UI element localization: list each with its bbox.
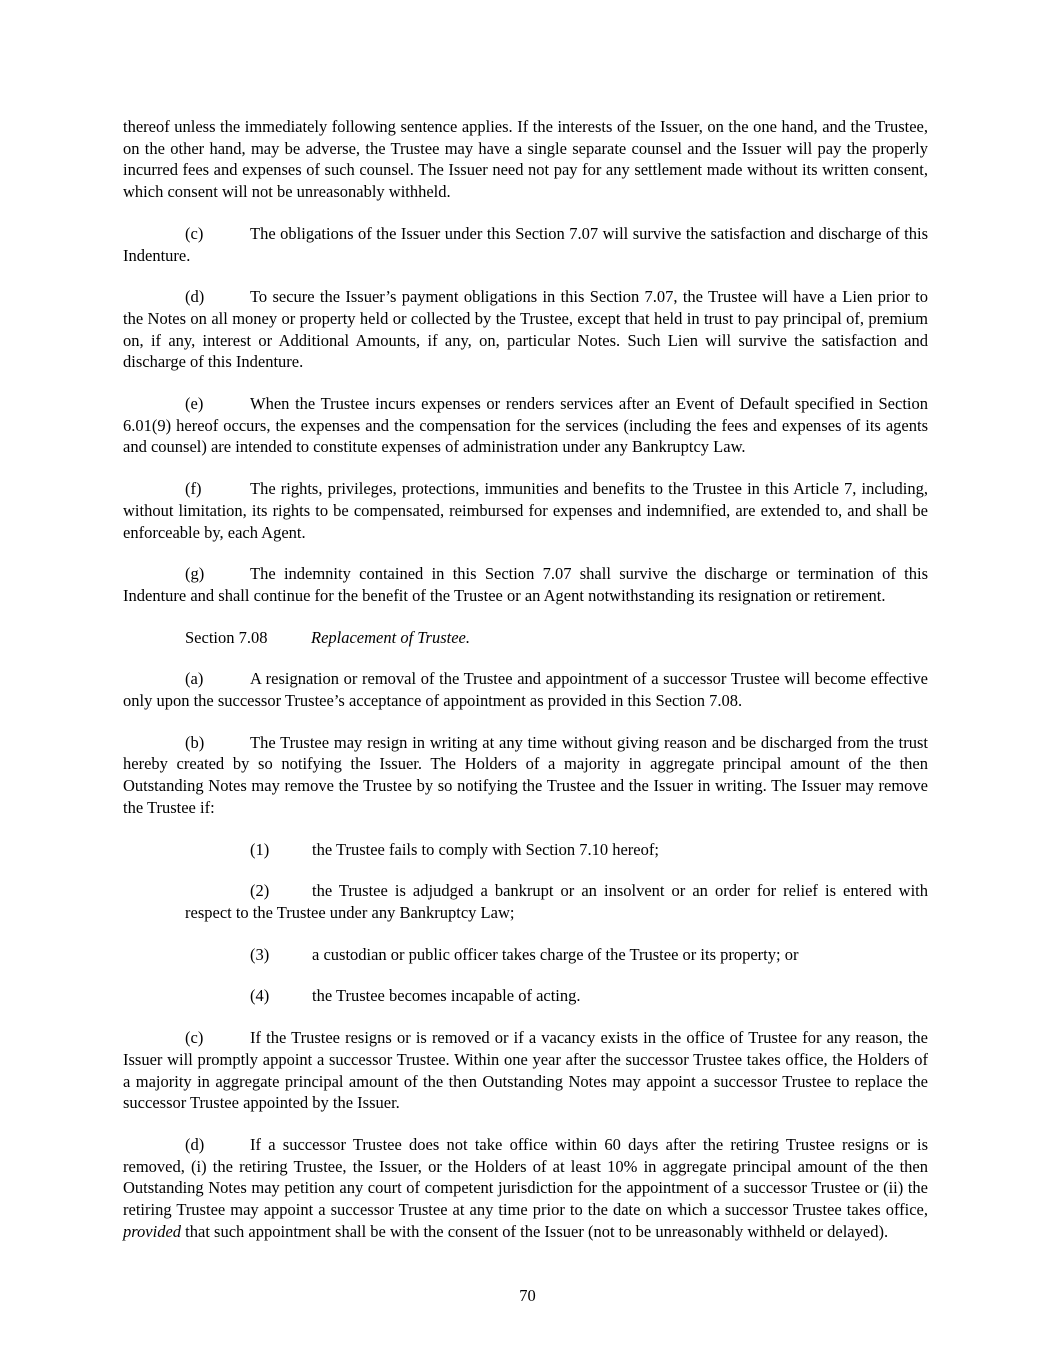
paragraph [123,668,928,711]
paragraph-label: (d) [185,1134,205,1154]
paragraph-text: The rights, privileges, protections, immunities and benefits to the Trustee in this Article 7, including, without limitation, its rights to be compensated, reimbursed for expenses and indemnified, are extended to, and shall be enforceable by, each Agent. [123,479,928,542]
paragraph-label: (2) [250,881,270,901]
paragraph [123,393,928,458]
paragraph-label: (e) [185,394,204,414]
paragraph-label: (1) [250,839,270,859]
paragraph [123,1134,928,1243]
paragraph [123,478,928,543]
paragraph-text: The Trustee may resign in writing at any time without giving reason and be discharged from the trust hereby created by so notifying the Issuer. The Holders of a majority in aggregate principal amount of the then Outstanding Notes may remove the Trustee by so notifying the Trustee and the Issuer in writing. The Issuer may remove the Trustee if: [123,732,928,817]
paragraph-text: The obligations of the Issuer under this Section 7.07 will survive the satisfaction and discharge of this Indenture. [123,223,928,265]
paragraph [185,985,928,1007]
paragraph-text: a custodian or public officer takes charge of the Trustee or its property; or [312,944,799,964]
paragraph [123,732,928,819]
paragraph [123,286,928,373]
paragraph-text: the Trustee fails to comply with Section 7.10 hereof; [312,839,659,859]
paragraph [123,563,928,606]
paragraph-label: (a) [185,669,204,689]
section-number: Section 7.08 [185,627,268,647]
paragraph [123,223,928,266]
page-number: 70 [519,1286,536,1306]
paragraph-text: provided [123,1221,182,1241]
paragraph-label: (g) [185,564,205,584]
paragraph-label: (c) [185,1028,204,1048]
paragraph-label: (3) [250,944,270,964]
paragraph-label: (d) [185,287,205,307]
section-title: Replacement of Trustee. [311,627,471,647]
paragraph-label: (b) [185,732,205,752]
paragraph-text: thereof unless the immediately following sentence applies. If the interests of the Issuer, on the one hand, and the Trustee, on the other hand, may be adverse, the Trustee may have a single separate counsel and the Issuer will pay the properly incurred fees and expenses of such counsel. The Issuer need not pay for any settlement made without its written consent, which consent will not be unreasonably withheld. [123,117,928,202]
paragraph-label: (4) [250,986,270,1006]
paragraph-text: the Trustee is adjudged a bankrupt or an insolvent or an order for relief is entered with respect to the Trustee under any Bankruptcy Law; [185,881,928,922]
paragraph-text: the Trustee becomes incapable of acting. [312,986,581,1006]
paragraph-text: A resignation or removal of the Trustee and appointment of a successor Trustee will become effective only upon the successor Trustee’s acceptance of appointment as provided in this Section 7.08. [123,669,928,711]
paragraph-text: To secure the Issuer’s payment obligations in this Section 7.07, the Trustee will have a Lien prior to the Notes on all money or property held or collected by the Trustee, except that held in trust to pay principal of, premium on, if any, interest or Additional Amounts, if any, on, particular Notes. Such Lien will survive the satisfaction and discharge of this Indenture. [123,287,928,372]
paragraph-text: If the Trustee resigns or is removed or if a vacancy exists in the office of Trustee for any reason, the Issuer will promptly appoint a successor Trustee. Within one year after the successor Trustee takes office, the Holders of a majority in aggregate principal amount of the then Outstanding Notes may appoint a successor Trustee to replace the successor Trustee appointed by the Issuer. [123,1028,928,1113]
paragraph-text: The indemnity contained in this Section 7.07 shall survive the discharge or termination of this Indenture and shall continue for the benefit of the Trustee or an Agent notwithstanding its resignation or retirement. [123,564,928,605]
section-heading [123,627,928,649]
paragraph-label: (f) [185,479,202,499]
document-body [123,116,928,1242]
paragraph-label: (c) [185,223,204,243]
paragraph [123,116,928,203]
paragraph [185,880,928,923]
paragraph [185,944,928,966]
paragraph [123,1027,928,1114]
paragraph-text: When the Trustee incurs expenses or renders services after an Event of Default specified in Section 6.01(9) hereof occurs, the expenses and the compensation for the services (including the fees and expenses of its agents and counsel) are intended to constitute expenses of administration under any Bankruptcy Law. [123,394,928,457]
paragraph-text: If a successor Trustee does not take office within 60 days after the retiring Trustee resigns or is removed, (i) the retiring Trustee, the Issuer, or the Holders of at least 10% in aggregate principal amount of the then Outstanding Notes may petition any court of competent jurisdiction for the appointment of a successor Trustee or (ii) the retiring Trustee may appoint a successor Trustee at any time prior to the date on which a successor Trustee takes office, [123,1134,928,1220]
paragraph [185,839,928,861]
paragraph-text: that such appointment shall be with the consent of the Issuer (not to be unreasonably withheld or delayed). [181,1221,889,1241]
